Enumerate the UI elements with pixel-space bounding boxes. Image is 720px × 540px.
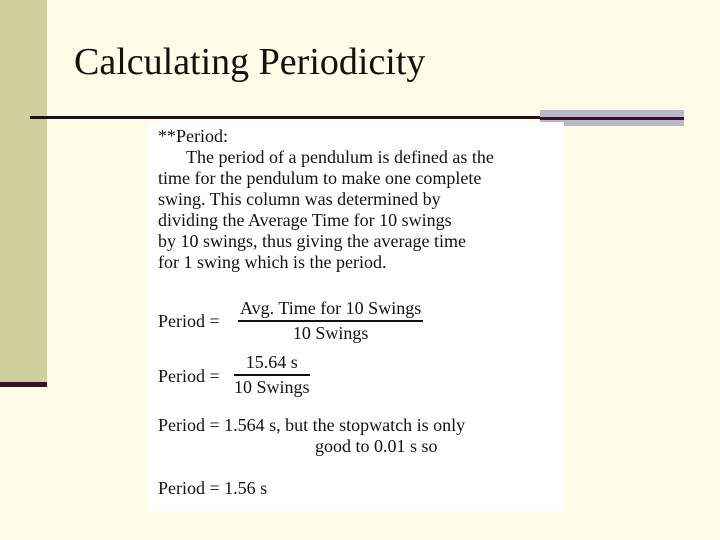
eq1-fraction [238,298,423,344]
eq2-numerator: 15.64 s [245,352,298,372]
left-decorative-bar [0,0,47,384]
title-underline-rule [30,116,540,119]
eq1-denominator: 10 Swings [292,323,369,343]
eq3-line-1: Period = 1.564 s, but the stopwatch is only [158,415,466,435]
paragraph-line-5: by 10 swings, thus giving the average time [158,231,466,251]
content-image-panel [148,122,564,511]
slide-title: Calculating Periodicity [74,41,426,83]
period-heading: **Period: [158,126,228,146]
eq2-fraction [234,352,310,398]
eq2-fraction-bar [234,374,310,376]
paragraph-line-3: swing. This column was determined by [158,189,441,209]
eq3-line-2: good to 0.01 s so [315,436,438,456]
paragraph-line-1: The period of a pendulum is defined as the [186,147,494,167]
eq1-lhs: Period = [158,311,220,331]
paragraph-line-4: dividing the Average Time for 10 swings [158,210,452,230]
paragraph-line-6: for 1 swing which is the period. [158,252,387,272]
eq1-numerator: Avg. Time for 10 Swings [240,298,422,318]
eq1-fraction-bar [238,320,423,322]
eq4-result: Period = 1.56 s [158,478,268,498]
paragraph-line-2: time for the pendulum to make one complete [158,168,482,188]
eq2-denominator: 10 Swings [234,377,310,397]
eq2-lhs: Period = [158,366,220,386]
left-bar-accent-line [0,382,47,387]
